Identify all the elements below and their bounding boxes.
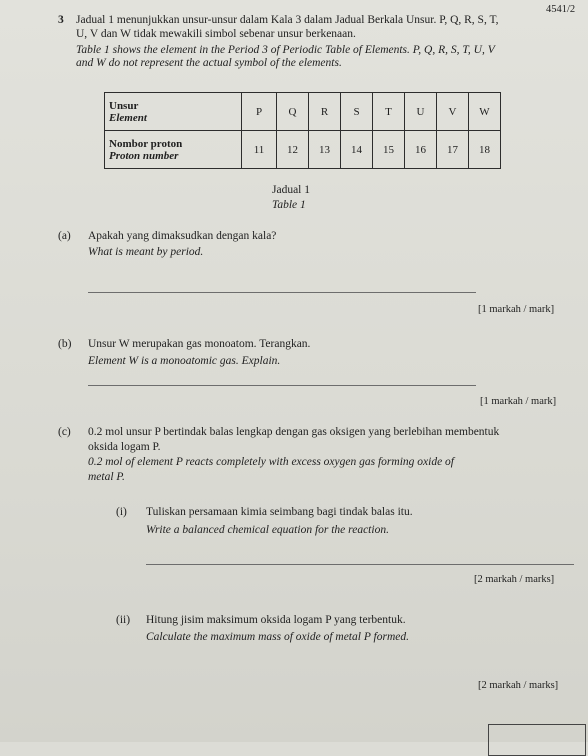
question-number: 3	[58, 14, 64, 26]
part-c-text-ms-line2: oksida logam P.	[88, 441, 161, 453]
element-cell-s: S	[341, 93, 373, 131]
part-b-label: (b)	[58, 338, 72, 350]
part-c-text-ms-line1: 0.2 mol unsur P bertindak balas lengkap dengan gas oksigen yang berlebihan membentuk	[88, 426, 500, 438]
element-row	[105, 93, 501, 131]
table-caption-en: Table 1	[272, 199, 306, 211]
element-cell-p: P	[242, 93, 277, 131]
paper-code: 4541/2	[546, 4, 576, 15]
element-cell-r: R	[309, 93, 341, 131]
part-c-ii-text-en: Calculate the maximum mass of oxide of metal P formed.	[146, 631, 409, 643]
proton-cell-s: 14	[341, 131, 373, 169]
part-a-label: (a)	[58, 230, 71, 242]
element-cell-q: Q	[277, 93, 309, 131]
part-b-text-en: Element W is a monoatomic gas. Explain.	[88, 355, 281, 367]
part-b-answer-line[interactable]	[88, 385, 476, 386]
part-c-label: (c)	[58, 426, 71, 438]
part-c-ii-marks: [2 markah / marks]	[478, 680, 559, 691]
element-cell-v: V	[437, 93, 469, 131]
element-label-en: Element	[109, 111, 147, 124]
proton-label-en: Proton number	[109, 149, 179, 162]
proton-cell-w: 18	[469, 131, 501, 169]
proton-cell-q: 12	[277, 131, 309, 169]
proton-row	[105, 131, 501, 169]
part-c-i-label: (i)	[116, 506, 127, 518]
part-c-i-text-en: Write a balanced chemical equation for the reaction.	[146, 524, 389, 536]
element-label-ms: Unsur	[109, 99, 139, 112]
element-cell-u: U	[405, 93, 437, 131]
intro-ms-line2: U, V dan W tidak mewakili simbol sebenar unsur berkenaan.	[76, 28, 356, 40]
part-a-text-ms: Apakah yang dimaksudkan dengan kala?	[88, 230, 277, 242]
proton-cell-t: 15	[373, 131, 405, 169]
element-cell-t: T	[373, 93, 405, 131]
part-b-marks: [1 markah / mark]	[480, 396, 557, 407]
part-c-text-en-line2: metal P.	[88, 471, 125, 483]
element-table	[104, 92, 501, 169]
intro-ms-line1: Jadual 1 menunjukkan unsur-unsur dalam Kala 3 dalam Jadual Berkala Unsur. P, Q, R, S, T,	[76, 14, 499, 26]
part-b-text-ms: Unsur W merupakan gas monoatom. Terangkan.	[88, 338, 311, 350]
proton-cell-v: 17	[437, 131, 469, 169]
proton-row-header	[105, 131, 242, 169]
proton-cell-u: 16	[405, 131, 437, 169]
intro-en-line2: and W do not represent the actual symbol of the elements.	[76, 57, 342, 69]
proton-cell-p: 11	[242, 131, 277, 169]
part-c-i-marks: [2 markah / marks]	[474, 574, 555, 585]
part-c-ii-text-ms: Hitung jisim maksimum oksida logam P yang terbentuk.	[146, 614, 406, 626]
element-cell-w: W	[469, 93, 501, 131]
proton-cell-r: 13	[309, 131, 341, 169]
part-c-i-text-ms: Tuliskan persamaan kimia seimbang bagi tindak balas itu.	[146, 506, 413, 518]
table-caption-ms: Jadual 1	[272, 184, 311, 196]
part-c-text-en-line1: 0.2 mol of element P reacts completely with excess oxygen gas forming oxide of	[88, 456, 454, 468]
element-row-header	[105, 93, 242, 131]
part-c-ii-label: (ii)	[116, 614, 131, 626]
part-a-text-en: What is meant by period.	[88, 246, 204, 258]
examiner-mark-box	[488, 724, 586, 756]
proton-label-ms: Nombor proton	[109, 137, 183, 150]
intro-en-line1: Table 1 shows the element in the Period 3 of Periodic Table of Elements. P, Q, R, S, T, U, V	[76, 44, 495, 56]
part-a-answer-line[interactable]	[88, 292, 476, 293]
part-a-marks: [1 markah / mark]	[478, 304, 555, 315]
part-c-i-answer-line[interactable]	[146, 564, 574, 565]
